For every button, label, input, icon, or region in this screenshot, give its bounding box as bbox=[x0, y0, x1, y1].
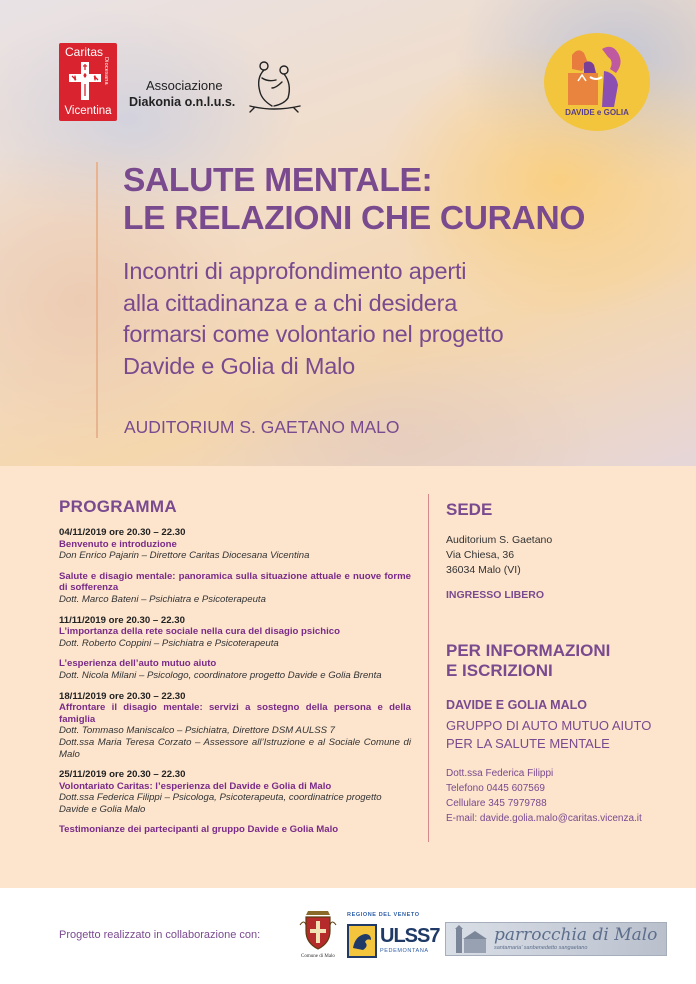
item-topic: Testimonianze dei partecipanti al gruppo Davide e Golia Malo bbox=[59, 824, 339, 836]
caritas-logo-line2: Vicentina bbox=[64, 105, 112, 117]
item-date: 11/11/2019 ore 20.30 – 22.30 bbox=[59, 614, 185, 626]
item-speaker: Dott. Nicola Milani – Psicologo, coordinatore progetto Davide e Golia Brenta bbox=[59, 669, 382, 681]
diakonia-line2: Diakonia o.n.l.u.s. bbox=[129, 95, 236, 109]
caritas-logo-line1: Caritas bbox=[64, 45, 103, 59]
subtitle bbox=[123, 256, 504, 382]
item-speaker: Don Enrico Pajarin – Direttore Caritas Diocesana Vicentina bbox=[59, 550, 310, 562]
davide-golia-logo-label: DAVIDE e GOLIA bbox=[565, 108, 629, 117]
ulss-label: ULSS7 bbox=[380, 925, 440, 947]
item-date: 18/11/2019 ore 20.30 – 22.30 bbox=[59, 690, 186, 702]
subtitle-line: Incontri di approfondimento aperti bbox=[123, 258, 467, 284]
item-topic: Volontariato Caritas: l’esperienza del Davide e Golia di Malo bbox=[59, 780, 332, 792]
contact-mobile: Cellulare 345 7979788 bbox=[446, 798, 547, 809]
item-date: 25/11/2019 ore 20.30 – 22.30 bbox=[59, 769, 186, 781]
caritas-logo-vertical: Diocesana bbox=[103, 57, 109, 85]
subtitle-line: alla cittadinanza e a chi desidera bbox=[123, 289, 458, 316]
page-title bbox=[123, 162, 585, 238]
item-speaker: Dott. Marco Bateni – Psichiatra e Psicoterapeuta bbox=[59, 593, 266, 605]
programma-heading: PROGRAMMA bbox=[59, 497, 177, 516]
item-speaker: Dott. Tommaso Maniscalco – Psichiatra, Direttore DSM AULSS 7 bbox=[59, 725, 336, 737]
info-heading-line: PER INFORMAZIONI bbox=[446, 641, 611, 660]
ulss-sub: PEDEMONTANA bbox=[380, 948, 429, 954]
item-topic: L’importanza della rete sociale nella cura del disagio psichico bbox=[59, 626, 340, 638]
title-line-2: LE RELAZIONI CHE CURANO bbox=[123, 200, 586, 237]
caritas-cross-icon bbox=[67, 60, 103, 102]
regione-ulss-logo bbox=[347, 912, 440, 964]
caritas-logo bbox=[59, 43, 117, 121]
group-description-line: GRUPPO DI AUTO MUTUO AIUTO bbox=[446, 718, 652, 733]
item-date: 04/11/2019 ore 20.30 – 22.30 bbox=[59, 527, 186, 538]
programma-item bbox=[59, 527, 411, 562]
title-line-1: SALUTE MENTALE: bbox=[123, 162, 433, 199]
item-speaker: Dott.ssa Maria Teresa Corzato – Assessore all’Istruzione e al Sociale Comune di Malo bbox=[59, 736, 411, 760]
hero-banner bbox=[0, 0, 696, 466]
item-topic: Salute e disagio mentale: panoramica sulla situazione attuale e nuove forme di sofferenza bbox=[59, 570, 411, 594]
programma-item bbox=[59, 824, 411, 836]
programma-item bbox=[59, 615, 411, 650]
address-line: Auditorium S. Gaetano bbox=[446, 534, 553, 546]
contacts bbox=[446, 766, 642, 826]
group-name: DAVIDE E GOLIA MALO bbox=[446, 698, 587, 712]
parrocchia-logo bbox=[445, 922, 667, 956]
contact-name: Dott.ssa Federica Filippi bbox=[446, 768, 554, 779]
diakonia-line1: Associazione bbox=[146, 78, 223, 93]
lion-icon bbox=[347, 924, 377, 958]
item-topic: Benvenuto e introduzione bbox=[59, 538, 177, 550]
contact-email[interactable]: E-mail: davide.golia.malo@caritas.vicenza.it bbox=[446, 813, 642, 824]
davide-golia-logo bbox=[544, 33, 650, 131]
address-line: 36034 Malo (VI) bbox=[446, 564, 521, 576]
ingresso-libero: INGRESSO LIBERO bbox=[446, 589, 545, 601]
item-topic: L’esperienza dell’auto mutuo aiuto bbox=[59, 658, 217, 670]
coat-of-arms-icon bbox=[298, 909, 338, 953]
programma-item bbox=[59, 571, 411, 606]
comune-logo bbox=[298, 909, 338, 963]
regione-label: REGIONE DEL VENETO bbox=[347, 912, 420, 918]
parrocchia-label: parrocchia di Malo bbox=[494, 925, 658, 945]
accent-line bbox=[96, 162, 98, 438]
item-topic: Affrontare il disagio mentale: servizi a sostegno della persona e della famiglia bbox=[59, 702, 411, 725]
venue-label: AUDITORIUM S. GAETANO MALO bbox=[124, 417, 400, 437]
subtitle-line: Davide e Golia di Malo bbox=[123, 352, 356, 379]
column-divider bbox=[428, 494, 429, 842]
programma-item bbox=[59, 691, 411, 761]
footer-text: Progetto realizzato in collaborazione con: bbox=[59, 929, 261, 941]
address-line: Via Chiesa, 36 bbox=[446, 549, 515, 561]
group-description-line: PER LA SALUTE MENTALE bbox=[446, 736, 610, 751]
info-heading-line: E ISCRIZIONI bbox=[446, 661, 553, 680]
sede-heading: SEDE bbox=[446, 500, 493, 519]
subtitle-line: formarsi come volontario nel progetto bbox=[123, 321, 504, 347]
comune-label: Comune di Malo bbox=[301, 954, 335, 959]
group-description bbox=[446, 717, 651, 753]
contact-phone: Telefono 0445 607569 bbox=[446, 783, 545, 794]
sede-address bbox=[446, 533, 552, 578]
programma-item bbox=[59, 769, 411, 815]
info-heading bbox=[446, 641, 610, 681]
parrocchia-sub: santamaria' sanbenedetto sangaetano bbox=[494, 945, 588, 951]
church-icon bbox=[450, 925, 490, 955]
item-speaker: Dott. Roberto Coppini – Psichiatra e Psicoterapeuta bbox=[59, 637, 279, 649]
diakonia-figures-icon bbox=[244, 58, 304, 114]
programma-item bbox=[59, 658, 411, 681]
programma-list bbox=[59, 527, 411, 845]
item-speaker: Dott.ssa Federica Filippi – Psicologa, Psicoterapeuta, coordinatrice progetto Davide e Golia Malo bbox=[59, 792, 382, 815]
